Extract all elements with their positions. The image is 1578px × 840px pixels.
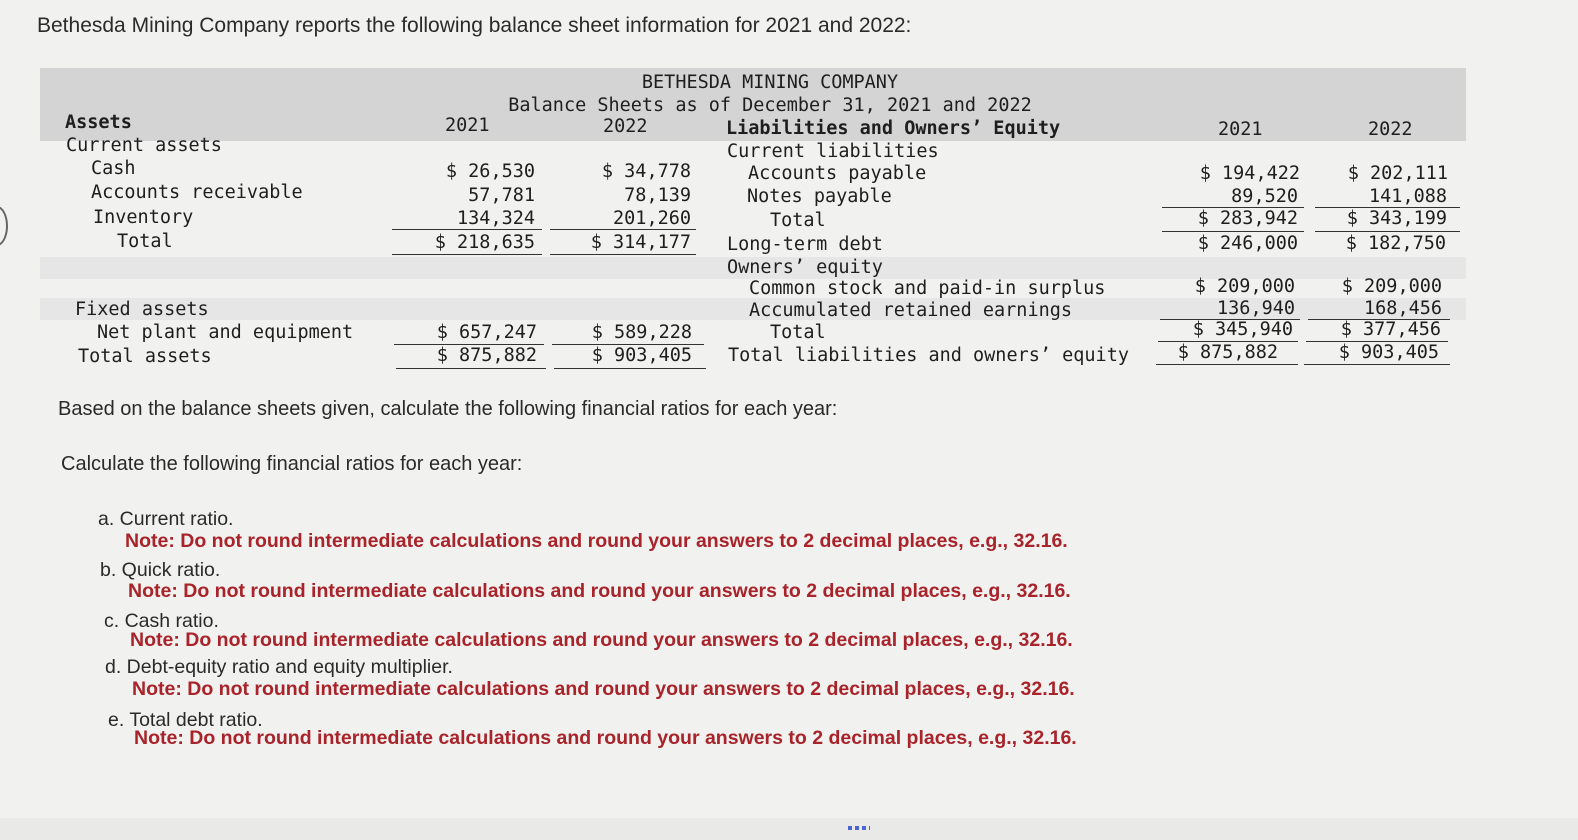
ca-total-2022: $ 314,177 bbox=[590, 232, 691, 253]
total-assets-2021: $ 875,882 bbox=[436, 345, 537, 366]
underline bbox=[554, 368, 706, 369]
np-2021: 89,520 bbox=[1231, 186, 1298, 207]
ltd-2022: $ 182,750 bbox=[1345, 233, 1446, 254]
ar-2022: 78,139 bbox=[624, 185, 691, 206]
cash-2022: $ 34,778 bbox=[601, 161, 691, 182]
ltd-2021: $ 246,000 bbox=[1197, 233, 1298, 254]
common-stock-2021: $ 209,000 bbox=[1194, 276, 1295, 297]
assets-year-2021: 2021 bbox=[445, 115, 490, 136]
underline bbox=[396, 368, 546, 369]
note-a: Note: Do not round intermediate calculations and round your answers to 2 decimal places, e.g., 32.16. bbox=[125, 530, 1068, 552]
instruction-paragraph-1: Based on the balance sheets given, calculate the following financial ratios for each year: bbox=[58, 398, 838, 420]
question-c: c. Cash ratio. bbox=[104, 610, 219, 632]
total-le-label: Total liabilities and owners’ equity bbox=[728, 345, 1129, 366]
total-assets-label: Total assets bbox=[78, 346, 212, 367]
liabilities-header: Liabilities and Owners’ Equity bbox=[726, 118, 1061, 139]
net-plant-2022: $ 589,228 bbox=[591, 322, 692, 343]
balance-sheet-table bbox=[40, 68, 1468, 368]
total-le-2022: $ 903,405 bbox=[1338, 342, 1439, 363]
inventory-2022: 201,260 bbox=[613, 208, 691, 229]
left-edge-mark bbox=[0, 206, 8, 246]
question-a: a. Current ratio. bbox=[98, 508, 234, 530]
inventory-2021: 134,324 bbox=[457, 208, 535, 229]
underline bbox=[550, 229, 696, 230]
liab-year-2022: 2022 bbox=[1368, 119, 1413, 140]
underline bbox=[1304, 364, 1450, 365]
ca-total-label: Total bbox=[117, 231, 173, 252]
note-d: Note: Do not round intermediate calculations and round your answers to 2 decimal places, e.g., 32.16. bbox=[132, 678, 1075, 700]
net-plant-label: Net plant and equipment bbox=[97, 322, 354, 343]
scroll-indicator-icon[interactable] bbox=[848, 826, 870, 830]
bottom-navigation-strip bbox=[0, 818, 1578, 840]
oe-total-2021: $ 345,940 bbox=[1192, 319, 1293, 340]
ltd-label: Long-term debt bbox=[727, 234, 883, 255]
underline bbox=[1162, 231, 1304, 232]
net-plant-2021: $ 657,247 bbox=[436, 322, 537, 343]
total-le-2021: $ 875,882 bbox=[1177, 342, 1278, 363]
sheet-subtitle: Balance Sheets as of December 31, 2021 and 2022 bbox=[508, 95, 1032, 116]
underline bbox=[550, 254, 696, 255]
note-e: Note: Do not round intermediate calculations and round your answers to 2 decimal places, e.g., 32.16. bbox=[134, 727, 1077, 749]
note-c: Note: Do not round intermediate calculations and round your answers to 2 decimal places, e.g., 32.16. bbox=[130, 629, 1073, 651]
assets-year-2022: 2022 bbox=[603, 116, 648, 137]
cl-total-2022: $ 343,199 bbox=[1346, 208, 1447, 229]
current-assets-label: Current assets bbox=[66, 135, 222, 156]
question-b: b. Quick ratio. bbox=[100, 559, 221, 581]
owners-equity-label: Owners’ equity bbox=[727, 257, 883, 278]
oe-total-label: Total bbox=[770, 322, 826, 343]
ca-total-2021: $ 218,635 bbox=[434, 232, 535, 253]
total-assets-2022: $ 903,405 bbox=[591, 345, 692, 366]
cl-total-label: Total bbox=[770, 210, 826, 231]
underline bbox=[1315, 231, 1460, 232]
question-d: d. Debt-equity ratio and equity multiplier. bbox=[105, 656, 453, 678]
retained-earnings-label: Accumulated retained earnings bbox=[749, 300, 1073, 321]
intro-text: Bethesda Mining Company reports the following balance sheet information for 2021 and 2022: bbox=[37, 14, 912, 37]
instruction-paragraph-2: Calculate the following financial ratios for each year: bbox=[61, 453, 523, 475]
underline bbox=[392, 229, 542, 230]
current-liabilities-label: Current liabilities bbox=[727, 141, 939, 162]
retained-2022: 168,456 bbox=[1364, 298, 1442, 319]
ap-label: Accounts payable bbox=[748, 163, 927, 184]
liab-year-2021: 2021 bbox=[1218, 119, 1263, 140]
cash-2021: $ 26,530 bbox=[445, 161, 535, 182]
underline bbox=[1156, 364, 1298, 365]
cl-total-2021: $ 283,942 bbox=[1197, 208, 1298, 229]
inventory-label: Inventory bbox=[93, 207, 194, 228]
ap-2021: $ 194,422 bbox=[1199, 163, 1300, 184]
note-b: Note: Do not round intermediate calculations and round your answers to 2 decimal places, e.g., 32.16. bbox=[128, 580, 1071, 602]
company-name: BETHESDA MINING COMPANY bbox=[641, 72, 899, 93]
question-e: e. Total debt ratio. bbox=[108, 709, 263, 731]
np-label: Notes payable bbox=[747, 186, 892, 207]
oe-total-2022: $ 377,456 bbox=[1340, 319, 1441, 340]
ar-2021: 57,781 bbox=[468, 185, 535, 206]
cash-label: Cash bbox=[91, 158, 136, 179]
np-2022: 141,088 bbox=[1369, 186, 1447, 207]
ar-label: Accounts receivable bbox=[91, 182, 303, 203]
retained-2021: 136,940 bbox=[1217, 298, 1295, 319]
common-stock-2022: $ 209,000 bbox=[1341, 276, 1442, 297]
common-stock-label: Common stock and paid-in surplus bbox=[749, 278, 1106, 299]
ap-2022: $ 202,111 bbox=[1347, 163, 1448, 184]
underline bbox=[392, 254, 542, 255]
assets-header: Assets bbox=[65, 112, 132, 133]
fixed-assets-label: Fixed assets bbox=[75, 299, 209, 320]
